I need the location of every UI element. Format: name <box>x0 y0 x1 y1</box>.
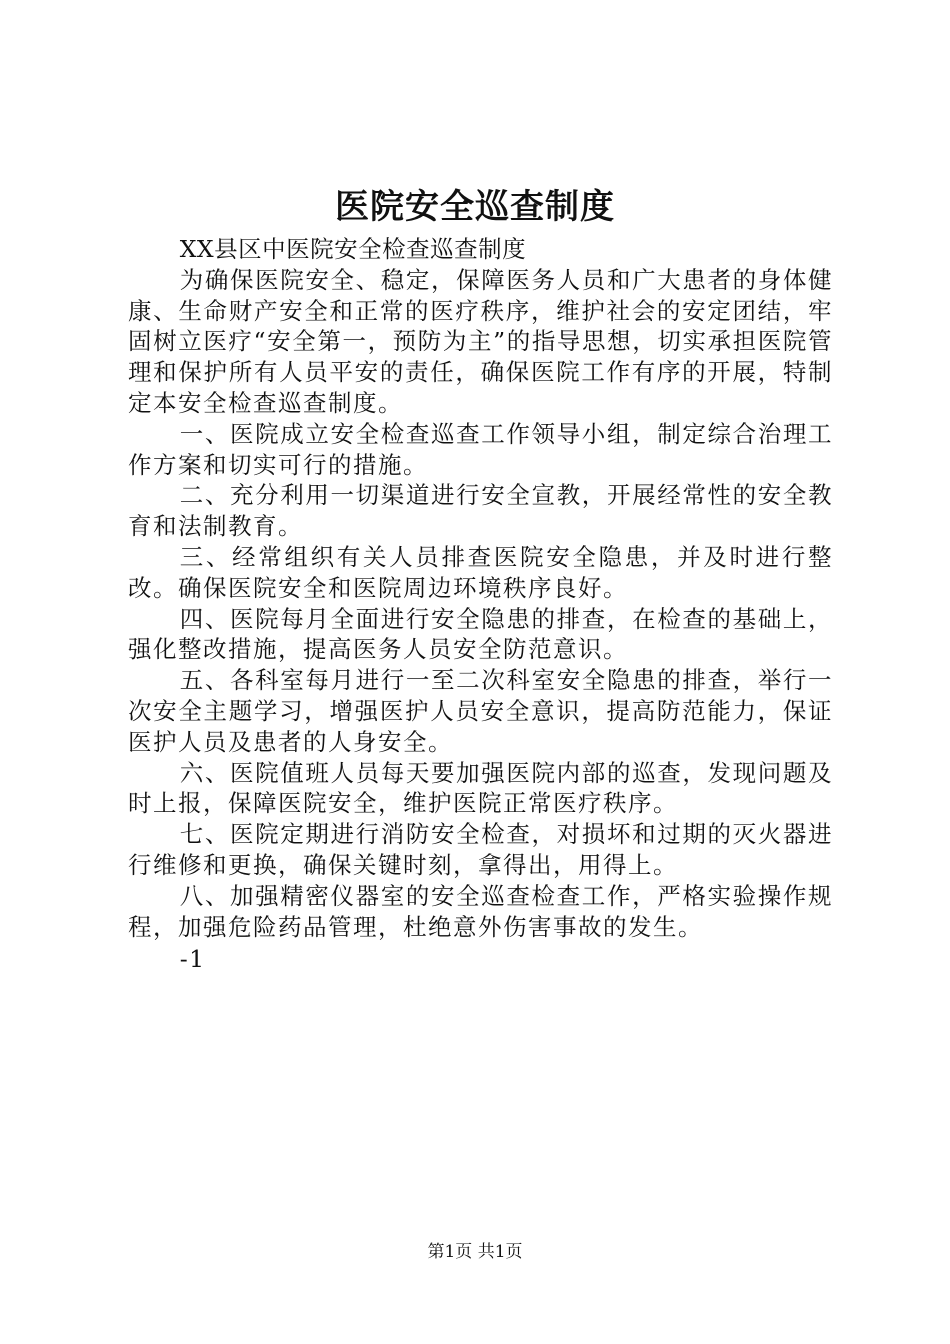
rule-paragraph-3: 三、经常组织有关人员排查医院安全隐患，并及时进行整改。确保医院安全和医院周边环境秩序良好。 <box>128 542 833 602</box>
document-title: 医院安全巡查制度 <box>335 187 615 227</box>
page-footer: 第1页 共1页 <box>427 1242 523 1262</box>
rule-paragraph-4: 四、医院每月全面进行安全隐患的排查，在检查的基础上，强化整改措施，提高医务人员安全防范意识。 <box>128 604 833 664</box>
document-subtitle: XX县区中医院安全检查巡查制度 <box>179 235 527 263</box>
document-body <box>128 234 833 975</box>
intro-paragraph: 为确保医院安全、稳定，保障医务人员和广大患者的身体健康、生命财产安全和正常的医疗秩序，维护社会的安定团结，牢固树立医疗“安全第一，预防为主”的指导思想，切实承担医院管理和保护所有人员平安的责任，确保医院工作有序的开展，特制定本安全检查巡查制度。 <box>128 265 833 417</box>
rule-paragraph-1: 一、医院成立安全检查巡查工作领导小组，制定综合治理工作方案和切实可行的措施。 <box>128 419 833 479</box>
page-mark: -1 <box>179 945 206 974</box>
rule-paragraph-6: 六、医院值班人员每天要加强医院内部的巡查，发现问题及时上报，保障医院安全，维护医院正常医疗秩序。 <box>128 758 833 818</box>
rule-paragraph-5: 五、各科室每月进行一至二次科室安全隐患的排查，举行一次安全主题学习，增强医护人员安全意识，提高防范能力，保证医护人员及患者的人身安全。 <box>128 666 833 756</box>
rule-paragraph-2: 二、充分利用一切渠道进行安全宣教，开展经常性的安全教育和法制教育。 <box>128 481 833 541</box>
rule-paragraph-7: 七、医院定期进行消防安全检查，对损坏和过期的灭火器进行维修和更换，确保关键时刻，拿得出，用得上。 <box>128 820 833 879</box>
rule-paragraph-8: 八、加强精密仪器室的安全巡查检查工作，严格实验操作规程，加强危险药品管理，杜绝意外伤害事故的发生。 <box>128 881 833 941</box>
